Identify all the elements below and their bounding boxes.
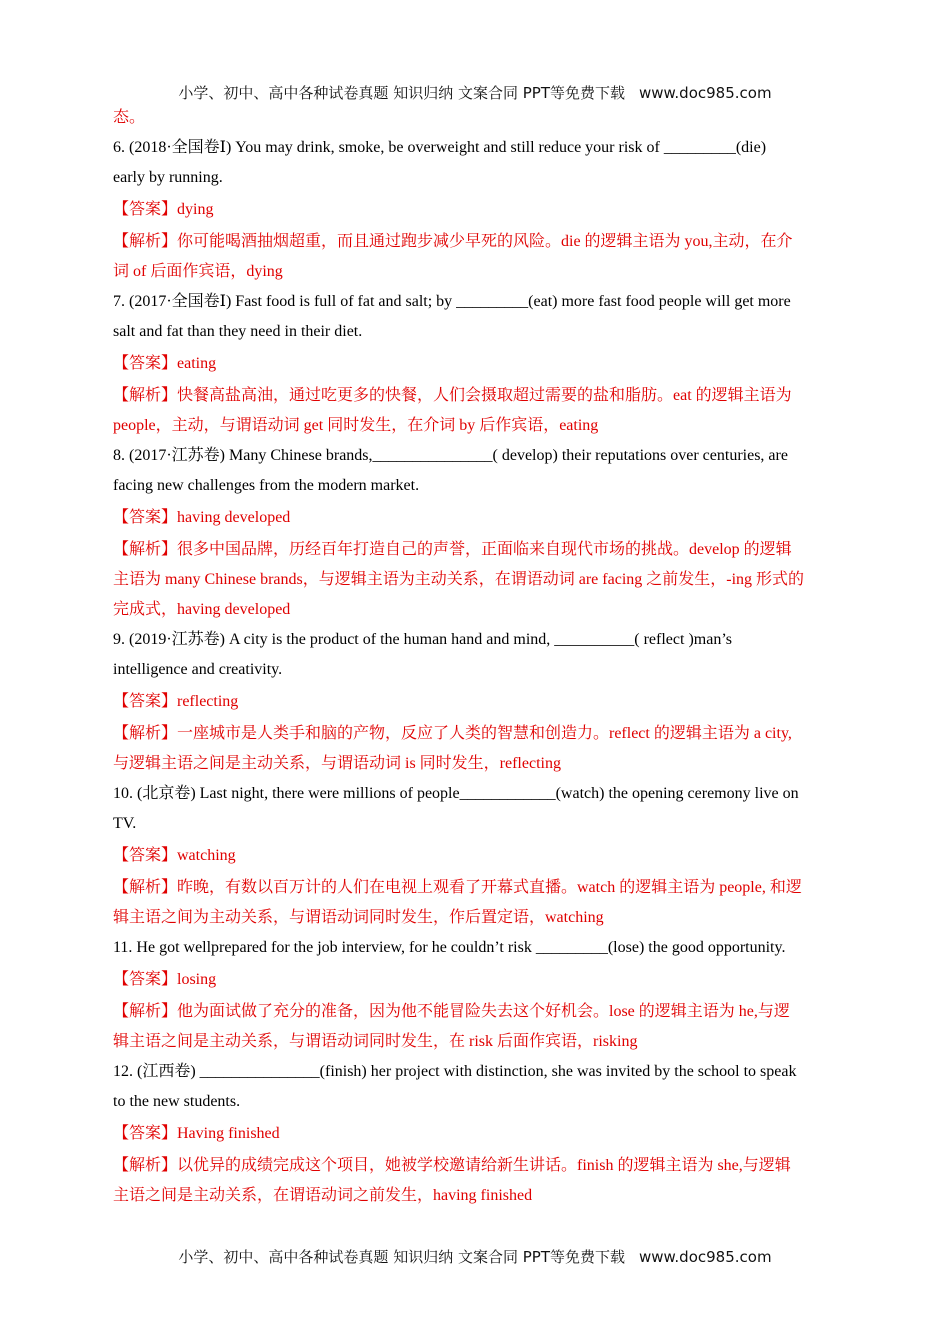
question-block [113, 287, 838, 441]
question-text: 12. (江西卷) _______________(finish) her project with distinction, she was invited by the school to speak [113, 1063, 797, 1080]
question-text: facing new challenges from the modern market. [113, 477, 420, 494]
analysis-text: 辑主语之间是主动关系，与谓语动词同时发生，在 risk 后面作宾语，risking [113, 1033, 638, 1050]
page-footer [0, 1246, 950, 1267]
question-block [113, 933, 838, 1057]
question-block [113, 441, 838, 625]
analysis-text: 词 of 后面作宾语，dying [113, 263, 283, 280]
question-text: 6. (2018·全国卷Ⅰ) You may drink, smoke, be overweight and still reduce your risk of _________(die) [113, 139, 767, 156]
question-text: 9. (2019·江苏卷) A city is the product of the human hand and mind, __________( reflect )man’s [113, 631, 732, 648]
analysis-text: 【解析】快餐高盐高油，通过吃更多的快餐，人们会摄取超过需要的盐和脂肪。eat 的逻辑主语为 [113, 387, 792, 404]
analysis-text: 【解析】以优异的成绩完成这个项目，她被学校邀请给新生讲话。finish 的逻辑主语为 she,与逻辑 [113, 1157, 791, 1174]
analysis-text: 主语为 many Chinese brands，与逻辑主语为主动关系，在谓语动词 are facing 之前发生，-ing 形式的 [113, 571, 805, 588]
analysis-text: 【解析】很多中国品牌，历经百年打造自己的声誉，正面临来自现代市场的挑战。develop 的逻辑 [113, 541, 792, 558]
question-list [113, 133, 838, 1211]
footer-site: www.doc985.com [638, 1248, 772, 1266]
question-block [113, 133, 838, 287]
analysis-text: 【解析】昨晚，有数以百万计的人们在电视上观看了开幕式直播。watch 的逻辑主语为 people, 和逻 [113, 879, 802, 896]
question-block [113, 779, 838, 933]
analysis-text: people，主动，与谓语动词 get 同时发生，在介词 by 后作宾语，eating [113, 417, 599, 434]
question-text: 7. (2017·全国卷Ⅰ) Fast food is full of fat and salt; by _________(eat) more fast food people will get more [113, 293, 791, 310]
analysis-text: 【解析】他为面试做了充分的准备，因为他不能冒险失去这个好机会。lose 的逻辑主语为 he,与逻 [113, 1003, 790, 1020]
footer-text: 小学、初中、高中各种试卷真题 知识归纳 文案合同 PPT等免费下载 [178, 1248, 625, 1266]
question-block [113, 1057, 838, 1211]
answer-text: 【答案】eating [113, 355, 217, 372]
question-text: 8. (2017·江苏卷) Many Chinese brands,_______________( develop) their reputations over centuries, are [113, 447, 788, 464]
analysis-text: 完成式，having developed [113, 601, 291, 618]
header-site: www.doc985.com [638, 84, 772, 102]
analysis-text: 辑主语之间为主动关系，与谓语动词同时发生，作后置定语，watching [113, 909, 604, 926]
answer-text: 【答案】Having finished [113, 1125, 280, 1142]
answer-text: 【答案】having developed [113, 509, 291, 526]
analysis-text: 【解析】一座城市是人类手和脑的产物，反应了人类的智慧和创造力。reflect 的逻辑主语为 a city, [113, 725, 792, 742]
question-text: early by running. [113, 169, 223, 186]
analysis-text: 主语之间是主动关系，在谓语动词之前发生，having finished [113, 1187, 533, 1204]
question-text: 11. He got wellprepared for the job interview, for he couldn’t risk _________(lose) the good opportunity. [113, 939, 786, 956]
analysis-text: 与逻辑主语之间是主动关系，与谓语动词 is 同时发生，reflecting [113, 755, 561, 772]
question-text: salt and fat than they need in their diet. [113, 323, 363, 340]
answer-text: 【答案】dying [113, 201, 214, 218]
answer-text: 【答案】reflecting [113, 693, 239, 710]
carryover-text: 态。 [113, 109, 146, 126]
answer-text: 【答案】losing [113, 971, 217, 988]
page-header [0, 82, 950, 103]
header-text: 小学、初中、高中各种试卷真题 知识归纳 文案合同 PPT等免费下载 [178, 84, 625, 102]
question-text: intelligence and creativity. [113, 661, 283, 678]
answer-text: 【答案】watching [113, 847, 236, 864]
question-text: TV. [113, 815, 137, 832]
question-block [113, 625, 838, 779]
analysis-text: 【解析】你可能喝酒抽烟超重，而且通过跑步减少早死的风险。die 的逻辑主语为 you,主动，在介 [113, 233, 793, 250]
question-text: 10. (北京卷) Last night, there were millions of people____________(watch) the opening ceremony live on [113, 785, 799, 802]
document-body [113, 103, 838, 1211]
question-text: to the new students. [113, 1093, 241, 1110]
